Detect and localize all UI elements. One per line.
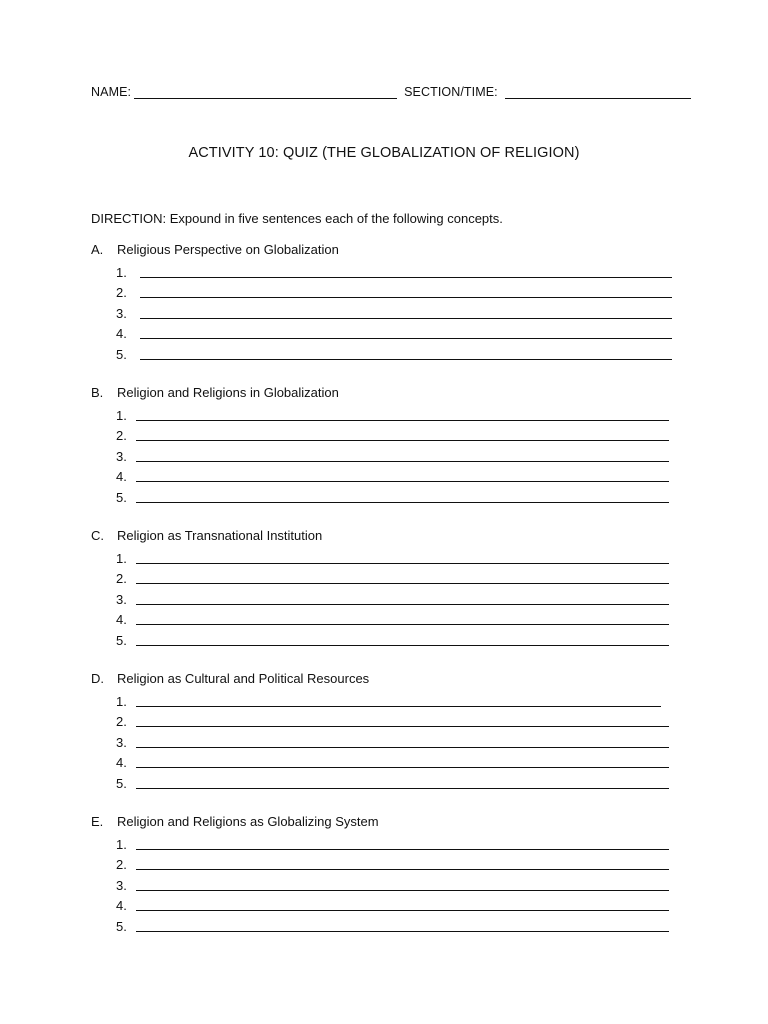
section-letter: B.	[91, 385, 104, 400]
section-e	[91, 812, 669, 935]
item-number: 5.	[116, 489, 127, 505]
answer-line[interactable]	[140, 359, 672, 360]
answer-line[interactable]	[136, 645, 669, 646]
item-number: 1.	[116, 407, 127, 423]
list-item	[116, 853, 669, 874]
item-number: 3.	[116, 877, 127, 893]
answer-line[interactable]	[136, 604, 669, 605]
list-item	[116, 689, 669, 710]
answer-line[interactable]	[140, 297, 672, 298]
answer-line[interactable]	[140, 277, 672, 278]
answer-line[interactable]	[136, 747, 669, 748]
answer-line[interactable]	[140, 318, 672, 319]
section-heading	[91, 240, 672, 260]
section-b	[91, 383, 669, 506]
answer-line[interactable]	[136, 726, 669, 727]
list-item	[116, 281, 672, 302]
item-number: 5.	[116, 918, 127, 934]
answer-line[interactable]	[136, 910, 669, 911]
answer-line[interactable]	[136, 624, 669, 625]
item-number: 2.	[116, 428, 127, 443]
item-number: 5.	[116, 632, 127, 648]
item-number: 4.	[116, 898, 127, 913]
list-item	[116, 301, 672, 322]
list-item	[116, 914, 669, 935]
item-number: 3.	[116, 591, 127, 607]
answer-line[interactable]	[136, 461, 669, 462]
answer-line[interactable]	[136, 890, 669, 891]
section-time-field-line[interactable]	[505, 85, 691, 99]
section-title: Religion and Religions in Globalization	[117, 385, 339, 400]
section-letter: A.	[91, 242, 104, 257]
item-number: 2.	[116, 571, 127, 586]
list-item	[116, 751, 669, 772]
item-number: 5.	[116, 346, 127, 362]
list-item	[116, 710, 669, 731]
item-number: 4.	[116, 326, 127, 341]
list-item	[116, 771, 669, 792]
answer-line[interactable]	[136, 869, 669, 870]
section-letter: D.	[91, 671, 104, 686]
section-time-label: SECTION/TIME:	[404, 85, 498, 99]
item-number: 2.	[116, 285, 127, 300]
list-item	[116, 322, 672, 343]
item-number: 1.	[116, 836, 127, 852]
answer-line[interactable]	[136, 481, 669, 482]
item-number: 2.	[116, 857, 127, 872]
answer-line[interactable]	[136, 420, 669, 421]
answer-line[interactable]	[136, 563, 669, 564]
item-number: 1.	[116, 693, 127, 709]
answer-line[interactable]	[136, 706, 661, 707]
direction-text: DIRECTION: Expound in five sentences each of the following concepts.	[91, 211, 503, 226]
item-number: 3.	[116, 448, 127, 464]
name-label: NAME:	[91, 85, 132, 99]
list-item	[116, 342, 672, 363]
list-item	[116, 587, 669, 608]
section-title: Religion and Religions as Globalizing System	[117, 814, 379, 829]
list-item	[116, 444, 669, 465]
answer-line[interactable]	[136, 788, 669, 789]
item-number: 4.	[116, 612, 127, 627]
answer-line[interactable]	[136, 502, 669, 503]
section-heading	[91, 526, 669, 546]
name-field-line[interactable]	[134, 85, 397, 99]
section-title: Religion as Transnational Institution	[117, 528, 323, 543]
section-title: Religion as Cultural and Political Resources	[117, 671, 370, 686]
list-item	[116, 730, 669, 751]
list-item	[116, 403, 669, 424]
list-item	[116, 832, 669, 853]
item-number: 3.	[116, 734, 127, 750]
list-item	[116, 567, 669, 588]
section-heading	[91, 669, 669, 689]
answer-line[interactable]	[136, 440, 669, 441]
item-number: 1.	[116, 550, 127, 566]
answer-line[interactable]	[136, 583, 669, 584]
item-number: 4.	[116, 469, 127, 484]
section-letter: C.	[91, 528, 104, 543]
item-number: 3.	[116, 305, 127, 321]
item-number: 2.	[116, 714, 127, 729]
page-title: ACTIVITY 10: QUIZ (THE GLOBALIZATION OF RELIGION)	[188, 145, 580, 161]
list-item	[116, 546, 669, 567]
header-row	[91, 85, 691, 99]
list-item	[116, 608, 669, 629]
section-heading	[91, 383, 669, 403]
list-item	[116, 465, 669, 486]
answer-line[interactable]	[136, 849, 669, 850]
item-number: 5.	[116, 775, 127, 791]
item-number: 4.	[116, 755, 127, 770]
answer-line[interactable]	[140, 338, 672, 339]
section-heading	[91, 812, 669, 832]
answer-line[interactable]	[136, 931, 669, 932]
list-item	[116, 873, 669, 894]
section-title: Religious Perspective on Globalization	[117, 242, 339, 257]
section-d	[91, 669, 669, 792]
list-item	[116, 260, 672, 281]
list-item	[116, 628, 669, 649]
list-item	[116, 894, 669, 915]
list-item	[116, 485, 669, 506]
list-item	[116, 424, 669, 445]
section-letter: E.	[91, 814, 104, 829]
section-c	[91, 526, 669, 649]
item-number: 1.	[116, 264, 127, 280]
section-a	[91, 240, 672, 363]
answer-line[interactable]	[136, 767, 669, 768]
